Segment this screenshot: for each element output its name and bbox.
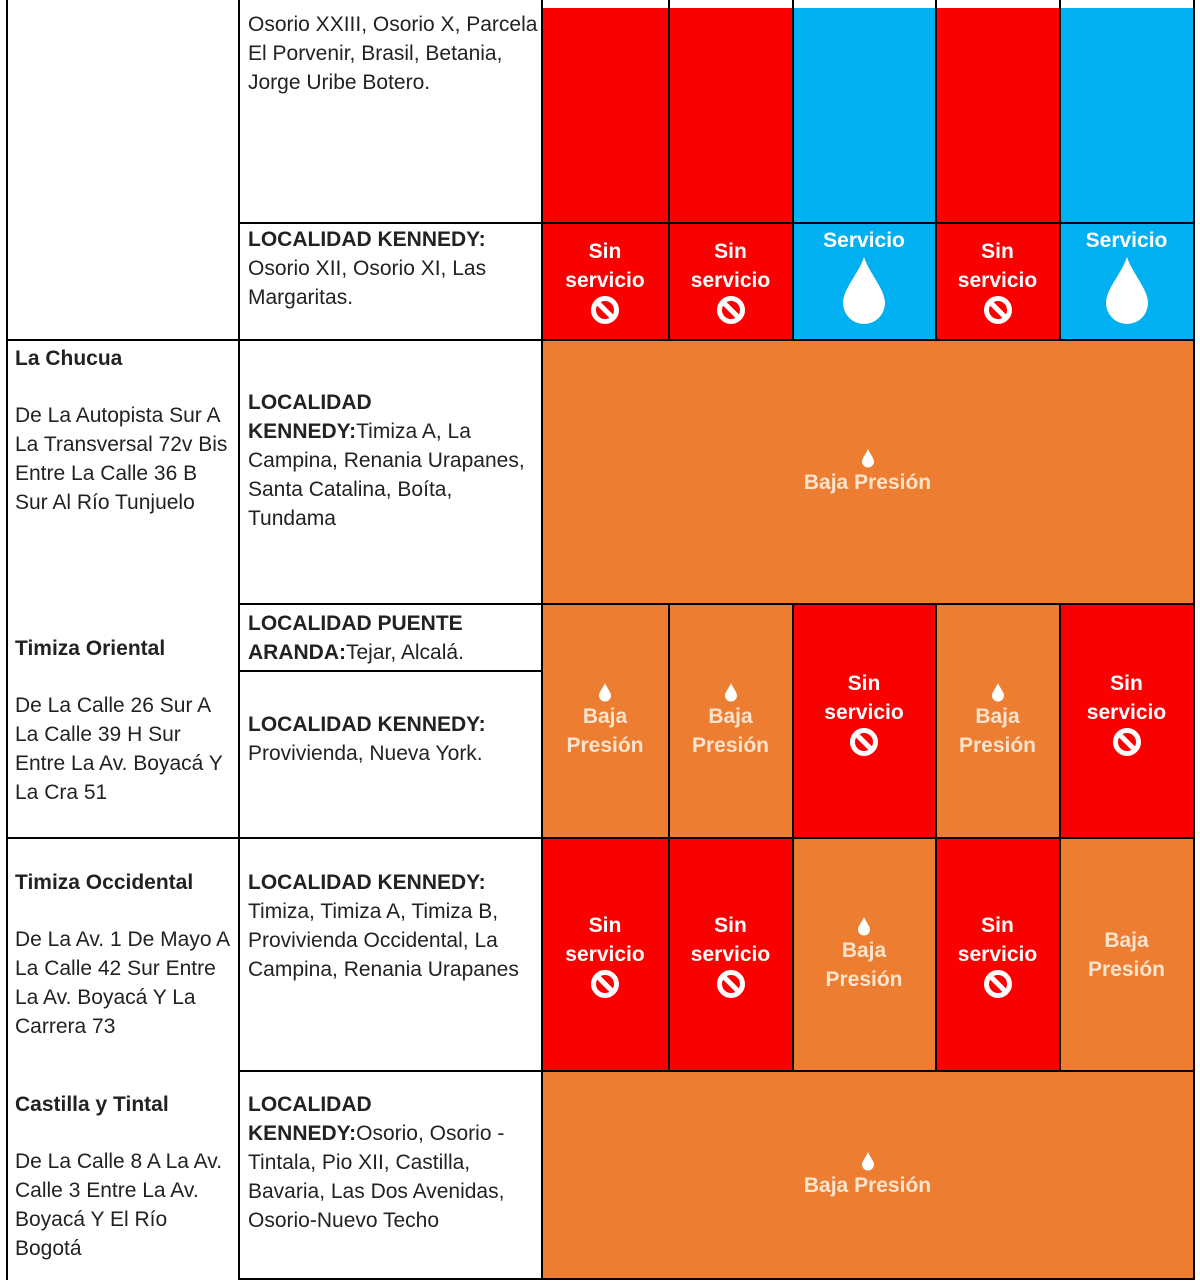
localidad-label: LOCALIDAD KENNEDY: [248,871,486,894]
status-baja-presion [542,1071,1193,1279]
status-baja-presion [936,605,1059,837]
no-service-icon [716,295,746,325]
status-sin-servicio [542,223,668,339]
area-text: Osorio XII, Osorio XI, Las Margaritas. [248,257,487,309]
status-label: Presión [958,734,1037,757]
status-label: servicio [690,942,771,966]
status-label: Baja [708,705,753,728]
water-drop-icon [861,1151,875,1171]
status-label: Baja [582,705,628,728]
status-label: Baja [975,705,1020,728]
status-label: servicio [957,269,1038,292]
localidad-label: LOCALIDAD KENNEDY: [248,391,372,443]
status-baja-presion [1060,839,1193,1070]
grid-line [1059,0,1061,340]
zone-title: La Chucua [15,347,123,370]
area-list-osorio-tintala [248,1090,538,1235]
status-label: Presión [566,734,644,757]
grid-line [238,0,240,1280]
no-service-icon [983,969,1013,999]
status-baja-presion [542,605,668,837]
status-sin-servicio [793,605,935,837]
grid-line [6,339,1195,341]
status-label: Presión [691,734,770,757]
grid-line [6,837,1195,839]
status-baja-presion [669,605,792,837]
status-label: Sin [1110,672,1143,695]
area-text: Timiza A, La Campina, Renania Urapanes, Santa Catalina, Boíta, Tundama [248,420,525,530]
grid-line [238,603,1195,605]
zone-title: Castilla y Tintal [15,1093,169,1116]
status-label: Presión [1087,957,1166,981]
grid-line [238,670,543,672]
zone-description: De La Autopista Sur A La Transversal 72v Bis Entre La Calle 36 B Sur Al Río Tunjuelo [15,404,228,514]
status-label: Sin [714,913,747,937]
area-text: Tejar, Alcalá. [346,641,464,664]
status-label: servicio [565,942,645,966]
zone-description: De La Av. 1 De Mayo A La Calle 42 Sur Entre La Av. Boyacá Y La Carrera 73 [15,928,230,1038]
area-text: Timiza, Timiza A, Timiza B, Provivienda Occidental, La Campina, Renania Urapanes [248,900,519,981]
no-service-icon [590,295,620,325]
status-sin-servicio [669,223,792,339]
zone-timiza-occidental [15,868,237,1041]
status-servicio [793,223,935,339]
zone-description: De La Calle 26 Sur A La Calle 39 H Sur Entre La Av. Boyacá Y La Cra 51 [15,694,223,804]
water-drop-icon [1102,255,1152,325]
area-list-osorio-xii [248,225,538,312]
status-baja-presion [542,340,1193,604]
no-service-icon [590,969,620,999]
grid-line [935,0,937,340]
water-drop-icon [857,916,871,936]
zone-timiza-oriental [15,634,233,807]
water-drop-icon [598,682,612,702]
status-label: Servicio [823,229,905,252]
status-cell-blue [793,8,935,222]
grid-line [668,0,670,340]
status-cell-red [936,8,1059,222]
status-label: servicio [1086,701,1167,724]
no-service-icon [849,727,879,757]
status-label: servicio [565,269,645,292]
area-list-timiza-a [248,388,538,533]
water-drop-icon [724,682,738,702]
status-label: Sin [588,913,622,937]
status-label: Baja Presión [803,1173,932,1197]
water-drop-icon [861,448,875,468]
status-sin-servicio [1060,605,1193,837]
localidad-label: LOCALIDAD PUENTE ARANDA: [248,612,463,664]
no-service-icon [716,969,746,999]
grid-line [541,0,543,1280]
no-service-icon [983,295,1013,325]
status-label: Baja [1104,928,1149,952]
no-service-icon [1112,727,1142,757]
status-servicio [1060,223,1193,339]
area-list-osorio [248,10,538,97]
status-sin-servicio [936,839,1059,1070]
status-sin-servicio [542,839,668,1070]
area-list-provivienda [248,710,538,768]
grid-line [238,1070,1195,1072]
status-baja-presion [793,839,935,1070]
status-label: servicio [690,269,771,292]
area-text: Osorio XXIII, Osorio X, Parcela El Porvenir, Brasil, Betania, Jorge Uribe Botero. [248,13,538,94]
status-label: Sin [847,672,881,695]
localidad-label: LOCALIDAD KENNEDY: [248,1093,372,1145]
status-cell-blue [1060,8,1193,222]
status-sin-servicio [669,839,792,1070]
grid-line [6,0,8,1280]
localidad-label: LOCALIDAD KENNEDY: [248,713,486,736]
zone-title: Timiza Oriental [15,637,166,660]
status-label: servicio [957,942,1038,966]
status-label: Sin [981,913,1014,937]
area-text: Osorio, Osorio - Tintala, Pio XII, Castilla, Bavaria, Las Dos Avenidas, Osorio-Nuevo Techo [248,1122,505,1232]
status-label: Sin [981,240,1014,263]
grid-line [238,1278,1195,1280]
zone-castilla-tintal [15,1090,237,1263]
water-drop-icon [991,682,1005,702]
status-label: Baja Presión [803,470,932,494]
status-label: Sin [714,240,747,263]
zone-la-chucua [15,344,233,517]
water-drop-icon [839,255,889,325]
status-cell-red [669,8,792,222]
grid-line [1193,0,1195,1280]
status-sin-servicio [936,223,1059,339]
area-list-timiza [248,868,538,984]
zone-title: Timiza Occidental [15,871,194,894]
localidad-label: LOCALIDAD KENNEDY: [248,228,486,251]
grid-line [792,0,794,340]
status-label: Baja [841,938,887,962]
area-list-puente-aranda [248,609,538,667]
status-label: Sin [588,240,622,263]
status-label: Servicio [1085,229,1168,252]
status-label: servicio [824,701,904,724]
status-label: Presión [825,967,903,991]
area-text: Provivienda, Nueva York. [248,742,483,765]
zone-description: De La Calle 8 A La Av. Calle 3 Entre La Av. Boyacá Y El Río Bogotá [15,1150,223,1260]
grid-line [238,222,1195,224]
status-cell-red [542,8,668,222]
